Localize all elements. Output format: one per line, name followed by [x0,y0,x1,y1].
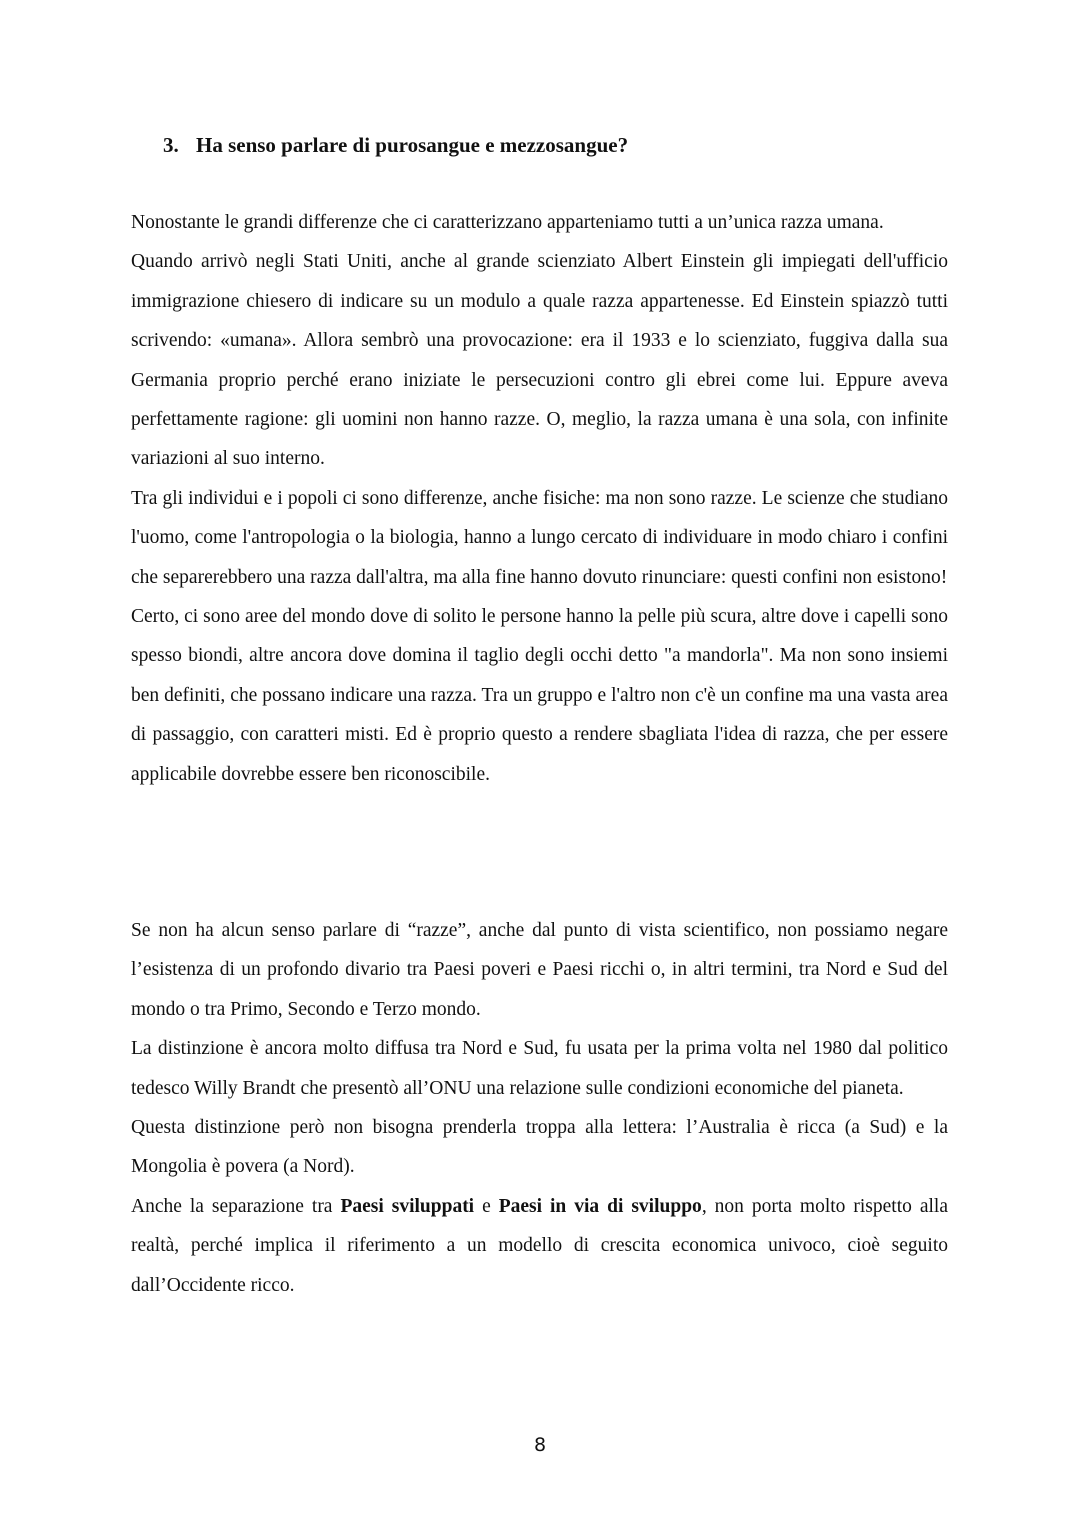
section-body-divide [131,911,948,1305]
paragraph-north-south: La distinzione è ancora molto diffusa tra Nord e Sud, fu usata per la prima volta nel 1980 dal politico tedesco Willy Brandt che presentò all’ONU una relazione sulle condizioni economiche del pianeta. [131,1038,948,1099]
paragraph-differences: Tra gli individui e i popoli ci sono differenze, anche fisiche: ma non sono razze. Le scienze che studiano l'uomo, come l'antropologia o la biologia, hanno a lungo cercato di individuare in modo chiaro i confini che separerebbero una razza dall'altra, ma alla fine hanno dovuto rinunciare: questi confini non esistono! [131,487,948,588]
page-number: 8 [533,1434,547,1456]
paragraph-einstein: Quando arrivò negli Stati Uniti, anche al grande scienziato Albert Einstein gli impiegati dell'ufficio immigrazione chiesero di indicare su un modulo a quale razza appartenesse. Ed Einstein spiazzò tutti scrivendo: «umana». Allora sembrò una provocazione: era il 1933 e lo scienziato, fuggiva dalla sua Germania proprio perché erano iniziate le persecuzioni contro gli ebrei come lui. Eppure aveva perfettamente ragione: gli uomini non hanno razze. O, meglio, la razza umana è una sola, con infinite variazioni al suo interno. [131,251,948,470]
text-segment: Anche la separazione tra [131,1195,333,1217]
paragraph-rich-poor-divide: Se non ha alcun senso parlare di “razze”, anche dal punto di vista scientifico, non possiamo negare l’esistenza di un profondo divario tra Paesi poveri e Paesi ricchi o, in altri termini, tra Nord e Sud del mondo o tra Primo, Secondo e Terzo mondo. [131,920,948,1020]
section-heading [163,130,628,160]
paragraph-developed-developing [131,1187,948,1305]
bold-term-developed: Paesi sviluppati [340,1195,475,1217]
heading-number: 3. [163,133,179,157]
bold-term-developing: Paesi in via di sviluppo [498,1195,702,1217]
paragraph-one-human-race: Nonostante le grandi differenze che ci caratterizzano apparteniamo tutti a un’unica razza umana. [131,212,884,233]
paragraph-australia-mongolia: Questa distinzione però non bisogna prenderla troppa alla lettera: l’Australia è ricca (a Sud) e la Mongolia è povera (a Nord). [131,1117,948,1178]
section-body-races [131,203,948,794]
text-segment: e [482,1195,491,1217]
text-segment: , non porta molto rispetto alla realtà, perché implica il riferimento a un modello di crescita economica univoco, cioè seguito dall’Occidente ricco. [131,1195,948,1296]
paragraph-traits: Certo, ci sono aree del mondo dove di solito le persone hanno la pelle più scura, altre dove i capelli sono spesso biondi, altre ancora dove domina il taglio degli occhi detto "a mandorla". Ma non sono insiemi ben definiti, che possano indicare una razza. Tra un gruppo e l'altro non c'è un confine ma una vasta area di passaggio, con caratteri misti. Ed è proprio questo a rendere sbagliata l'idea di razza, che per essere applicabile dovrebbe essere ben riconoscibile. [131,606,948,785]
heading-title: Ha senso parlare di purosangue e mezzosangue? [196,133,629,157]
